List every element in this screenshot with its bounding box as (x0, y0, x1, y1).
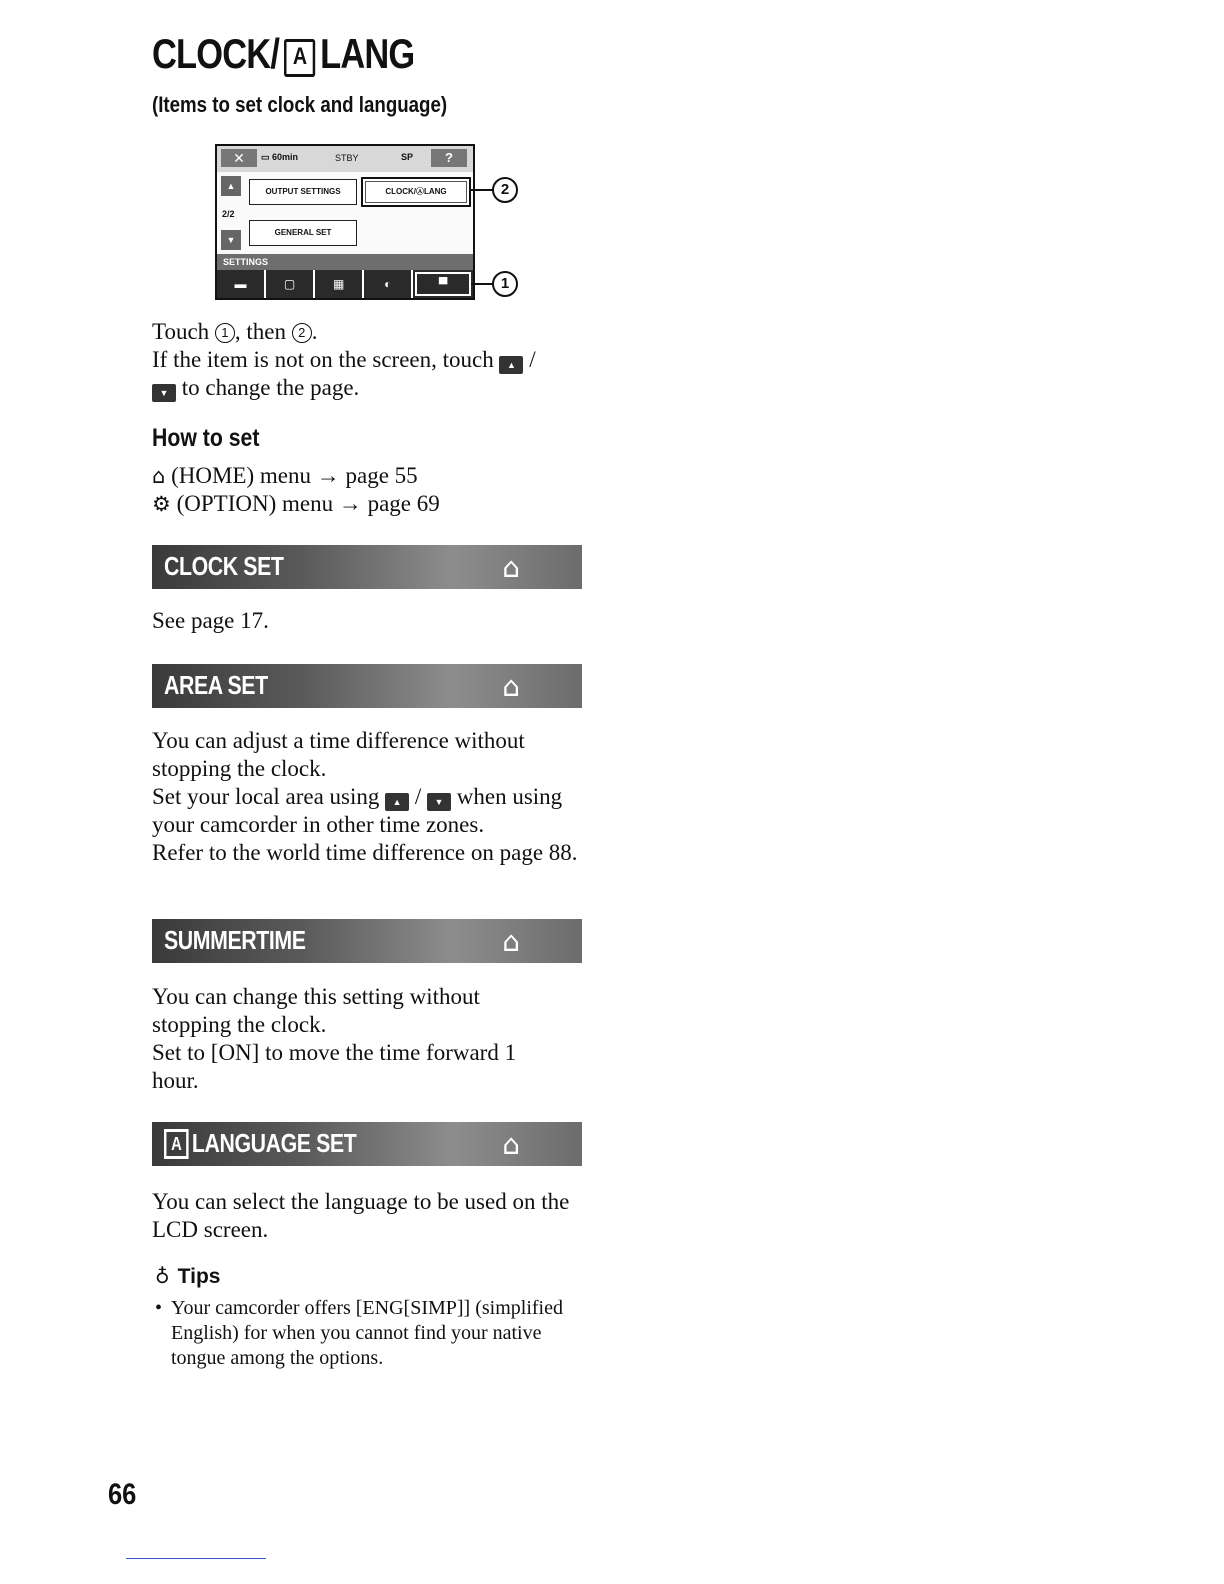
how-to-set-heading: How to set (152, 424, 260, 452)
callout-line-1 (471, 283, 493, 285)
area-set-title: AREA SET (164, 670, 268, 700)
area-set-text1: You can adjust a time difference without stopping the clock. (152, 728, 525, 781)
lcd-category-tabs (217, 270, 473, 298)
page-number: 66 (108, 1478, 137, 1511)
summertime-title: SUMMERTIME (164, 925, 306, 955)
language-a-icon: A (284, 39, 315, 77)
home-icon: ⌂ (502, 551, 520, 584)
lcd-page-up-icon[interactable]: ▲ (221, 176, 241, 196)
footer-rule (126, 1558, 266, 1559)
home-icon: ⌂ (502, 670, 520, 703)
tips-heading (155, 1264, 220, 1289)
summertime-text2: Set to [ON] to move the time forward 1 hour. (152, 1040, 517, 1093)
lcd-battery-text: 60min (272, 152, 299, 162)
callout-1-marker: 1 (492, 271, 518, 297)
lcd-status-bar (217, 146, 473, 172)
area-set-text2b: when using your camcorder in other time zones. (152, 784, 563, 837)
section-header-area-set (152, 664, 582, 708)
page-down-icon: ▼ (152, 384, 176, 402)
instructions-end: . (311, 319, 318, 344)
instructions-line3: to change the page. (181, 375, 360, 400)
bullet: • (155, 1297, 163, 1319)
lcd-page-down-icon[interactable]: ▼ (221, 230, 241, 250)
lcd-status-text: STBY (335, 153, 359, 163)
page-up-icon: ▲ (499, 356, 523, 374)
callout-2-marker: 2 (492, 177, 518, 203)
home-icon: ⌂ (152, 464, 166, 488)
area-set-text2a: Set your local area using (152, 784, 380, 809)
lcd-tab-playback-icon[interactable]: ▢ (266, 270, 315, 298)
page-up-icon: ▲ (385, 793, 409, 811)
lcd-tab-list-icon[interactable]: ▦ (315, 270, 364, 298)
inline-circle-1: 1 (215, 323, 235, 343)
lcd-tab-toolbox-icon[interactable]: ▀ (415, 272, 471, 296)
lcd-clock-lang-button[interactable]: CLOCK/ⒶLANG (361, 177, 471, 207)
lcd-help-button[interactable]: ? (431, 149, 467, 167)
lcd-close-button[interactable]: ✕ (221, 149, 257, 167)
clock-set-text: See page 17. (152, 608, 269, 633)
option-icon: ⚙ (152, 492, 171, 516)
page-down-icon: ▼ (427, 793, 451, 811)
language-a-icon: A (164, 1129, 189, 1159)
callout-line-2 (471, 189, 493, 191)
page-title (152, 30, 414, 78)
lcd-tab-movie-icon[interactable]: ▬ (217, 270, 266, 298)
tips-item-text: Your camcorder offers [ENG[SIMP]] (simplified English) for when you cannot find your native tongue among the options. (171, 1297, 563, 1369)
area-set-text3: Refer to the world time difference on page 88. (152, 840, 578, 865)
section-header-clock-set (152, 545, 582, 589)
tips-heading-text: Tips (177, 1265, 221, 1288)
how-to-set-option: (OPTION) menu → page 69 (176, 491, 440, 516)
lcd-general-set-button[interactable]: GENERAL SET (249, 220, 357, 246)
lcd-mode-indicator: SP (401, 152, 414, 162)
lcd-screen-illustration (215, 144, 475, 300)
title-part2: LANG (320, 30, 415, 77)
inline-circle-2: 2 (292, 323, 312, 343)
summertime-text (152, 983, 552, 1095)
area-set-text: You can adjust a time difference without stopping the clock. Set your local area using ▲ / ▼ when using your camcorder in other time zones. Refer to the world time difference on page 88. (152, 728, 578, 865)
lcd-tab-manage-icon[interactable]: ◐ (364, 270, 413, 298)
home-icon: ⌂ (502, 1128, 520, 1161)
how-to-set-list (152, 462, 592, 518)
lightbulb-icon: ♁ (155, 1264, 170, 1288)
section-header-language-set (152, 1122, 582, 1166)
lcd-page-indicator: 2/2 (222, 209, 235, 219)
language-set-title-text: LANGUAGE SET (191, 1128, 357, 1158)
instructions-line2: If the item is not on the screen, touch (152, 347, 494, 372)
page-subtitle: (Items to set clock and language) (152, 92, 448, 117)
home-icon: ⌂ (502, 925, 520, 958)
language-set-title (164, 1128, 356, 1159)
lcd-battery-indicator: ▭ 60min (261, 152, 299, 162)
instructions-paragraph: Touch 1 , then 2 . If the item is not on the screen, touch ▲ / ▼ to change the page. (152, 319, 536, 400)
section-header-summertime (152, 919, 582, 963)
language-set-text: You can select the language to be used on the LCD screen. (152, 1189, 570, 1242)
lcd-settings-label: SETTINGS (217, 254, 473, 270)
clock-set-title: CLOCK SET (164, 551, 284, 581)
summertime-text1: You can change this setting without stopping the clock. (152, 984, 480, 1037)
how-to-set-home: (HOME) menu → page 55 (171, 463, 418, 488)
lcd-output-settings-button[interactable]: OUTPUT SETTINGS (249, 179, 357, 205)
tips-item (155, 1296, 595, 1371)
instructions-touch: Touch (152, 319, 210, 344)
instructions-then: , then (234, 319, 287, 344)
title-part1: CLOCK/ (152, 30, 280, 77)
